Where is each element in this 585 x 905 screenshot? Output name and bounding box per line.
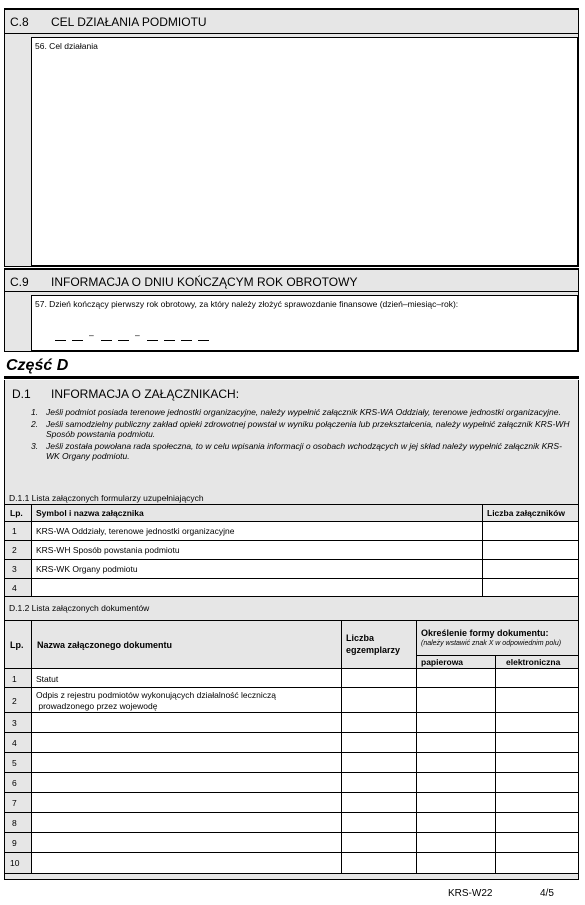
attachment-count-input[interactable] — [482, 540, 579, 560]
document-name-input[interactable] — [31, 732, 342, 753]
note-item — [31, 419, 571, 439]
note-text: Jeśli została powołana rada społeczna, to w celu wpisania informacji o osobach wchodzących w jej skład należy wypełnić załącznik KRS-WK Organy podmiotu. — [46, 441, 562, 461]
date-separator: – — [135, 330, 140, 340]
attachment-count-input[interactable] — [482, 578, 579, 597]
form-code: KRS-W22 — [448, 888, 493, 899]
date-day-2 — [72, 340, 83, 341]
field-label: 57. Dzień kończący pierwszy rok obrotowy, za który należy złożyć sprawozdanie finansowe (dzień–miesiąc–rok): — [35, 299, 459, 309]
column-header-paper: papierowa — [416, 655, 496, 669]
table-row-lp: 3 — [4, 559, 32, 579]
electronic-checkbox[interactable] — [495, 812, 579, 833]
paper-checkbox[interactable] — [416, 712, 496, 733]
electronic-checkbox[interactable] — [495, 732, 579, 753]
section-c8-header — [5, 10, 578, 34]
part-d-rule — [4, 376, 579, 379]
electronic-checkbox[interactable] — [495, 832, 579, 853]
copies-input[interactable] — [341, 852, 417, 874]
document-name-input[interactable] — [31, 852, 342, 874]
copies-input[interactable] — [341, 772, 417, 793]
table-row-lp: 6 — [4, 772, 32, 793]
date-separator: – — [89, 330, 94, 340]
electronic-checkbox[interactable] — [495, 792, 579, 813]
column-header-form: Określenie formy dokumentu: (należy wstawić znak X w odpowiednim polu) — [416, 620, 579, 656]
copies-input[interactable] — [341, 668, 417, 688]
table-row-lp: 10 — [4, 852, 32, 874]
column-header-name: Nazwa załączonego dokumentu — [31, 620, 342, 669]
table-row-lp: 1 — [4, 668, 32, 688]
copies-input[interactable] — [341, 752, 417, 773]
part-d-title: Część D — [6, 357, 69, 374]
note-item — [31, 407, 571, 417]
note-item — [31, 441, 571, 461]
d11-title: D.1.1 Lista załączonych formularzy uzupełniających — [9, 493, 204, 503]
section-c8 — [4, 8, 579, 267]
electronic-checkbox[interactable] — [495, 752, 579, 773]
note-text: Jeśli podmiot posiada terenowe jednostki organizacyjne, należy wypełnić załącznik KRS-WA Oddziały, terenowe jednostki organizacyjne. — [46, 407, 561, 417]
d12-title: D.1.2 Lista załączonych dokumentów — [9, 603, 150, 613]
attachment-count-input[interactable] — [482, 521, 579, 541]
field-label: 56. Cel działania — [35, 41, 98, 51]
copies-input[interactable] — [341, 832, 417, 853]
date-month-1 — [101, 340, 112, 341]
section-c9-header — [5, 270, 578, 292]
section-title: INFORMACJA O DNIU KOŃCZĄCYM ROK OBROTOWY — [51, 275, 358, 289]
section-c9 — [4, 268, 579, 352]
table-row-name: KRS-WK Organy podmiotu — [31, 559, 483, 579]
electronic-checkbox[interactable] — [495, 687, 579, 713]
documents-table — [4, 620, 579, 874]
paper-checkbox[interactable] — [416, 852, 496, 874]
paper-checkbox[interactable] — [416, 687, 496, 713]
table-row-lp: 8 — [4, 812, 32, 833]
table-row-name: KRS-WH Sposób powstania podmiotu — [31, 540, 483, 560]
document-name-input[interactable] — [31, 772, 342, 793]
column-header-name: Symbol i nazwa załącznika — [31, 504, 483, 522]
section-code: D.1 — [12, 387, 31, 401]
paper-checkbox[interactable] — [416, 668, 496, 688]
electronic-checkbox[interactable] — [495, 668, 579, 688]
table-row-name[interactable] — [31, 578, 483, 597]
table-row-name: KRS-WA Oddziały, terenowe jednostki organizacyjne — [31, 521, 483, 541]
section-title: INFORMACJA O ZAŁĄCZNIKACH: — [51, 387, 240, 401]
fiscal-year-end-field[interactable] — [31, 295, 578, 351]
section-code: C.9 — [10, 275, 29, 289]
table-row-lp: 2 — [4, 540, 32, 560]
paper-checkbox[interactable] — [416, 832, 496, 853]
copies-input[interactable] — [341, 732, 417, 753]
document-name-cell: Odpis z rejestru podmiotów wykonujących działalność leczniczą prowadzonego przez wojewodę — [31, 687, 342, 713]
column-header-count: Liczba załączników — [482, 504, 579, 522]
table-row-lp: 4 — [4, 578, 32, 597]
table-row-lp: 4 — [4, 732, 32, 753]
note-number: 2. — [31, 419, 39, 429]
electronic-checkbox[interactable] — [495, 772, 579, 793]
document-name-input[interactable] — [31, 792, 342, 813]
page-number: 4/5 — [540, 888, 554, 899]
copies-input[interactable] — [341, 687, 417, 713]
copies-input[interactable] — [341, 812, 417, 833]
table-row-lp: 1 — [4, 521, 32, 541]
copies-input[interactable] — [341, 712, 417, 733]
notes-list — [31, 407, 571, 461]
document-name-input[interactable] — [31, 812, 342, 833]
date-year-1 — [147, 340, 158, 341]
date-year-2 — [164, 340, 175, 341]
table-row-lp: 5 — [4, 752, 32, 773]
document-name-cell: Statut — [31, 668, 342, 688]
electronic-checkbox[interactable] — [495, 852, 579, 874]
section-code: C.8 — [10, 15, 29, 29]
column-header-electronic: elektroniczna — [495, 655, 579, 669]
paper-checkbox[interactable] — [416, 812, 496, 833]
table-row-lp: 3 — [4, 712, 32, 733]
column-header-copies: Liczba egzemplarzy — [341, 620, 417, 669]
column-header-lp: Lp. — [4, 620, 32, 669]
date-year-3 — [181, 340, 192, 341]
supplementary-forms-table — [4, 504, 579, 596]
date-year-4 — [198, 340, 209, 341]
table-row-lp: 7 — [4, 792, 32, 813]
paper-checkbox[interactable] — [416, 792, 496, 813]
paper-checkbox[interactable] — [416, 732, 496, 753]
purpose-field[interactable] — [31, 37, 578, 266]
paper-checkbox[interactable] — [416, 752, 496, 773]
section-title: CEL DZIAŁANIA PODMIOTU — [51, 15, 207, 29]
document-name-input[interactable] — [31, 832, 342, 853]
note-number: 3. — [31, 441, 39, 451]
attachment-count-input[interactable] — [482, 559, 579, 579]
note-text: Jeśli samodzielny publiczny zakład opieki zdrowotnej powstał w wyniku połączenia lub przekształcenia, należy wypełnić załącznik KRS-WH Sposób powstania podmiotu. — [46, 419, 570, 439]
table-row-lp: 9 — [4, 832, 32, 853]
paper-checkbox[interactable] — [416, 772, 496, 793]
document-name-input[interactable] — [31, 752, 342, 773]
electronic-checkbox[interactable] — [495, 712, 579, 733]
note-number: 1. — [31, 407, 39, 417]
date-month-2 — [118, 340, 129, 341]
column-header-lp: Lp. — [4, 504, 32, 522]
table-row-lp: 2 — [4, 687, 32, 713]
document-name-input[interactable] — [31, 712, 342, 733]
date-day-1 — [55, 340, 66, 341]
copies-input[interactable] — [341, 792, 417, 813]
